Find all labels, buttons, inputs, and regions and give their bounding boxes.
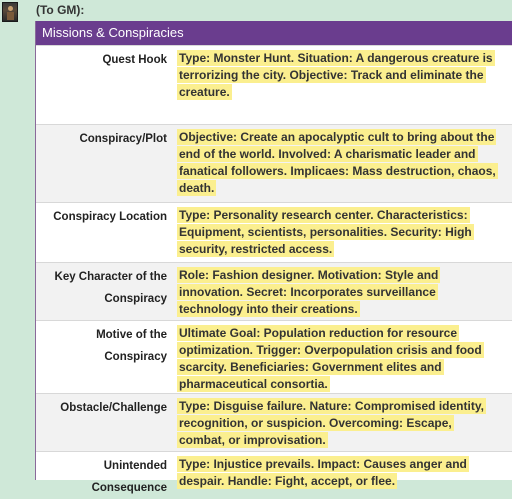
- row-label: Key Character of the Conspiracy: [54, 271, 167, 305]
- row-value: [167, 203, 512, 261]
- highlighted-text: Type: Injustice prevails. Impact: Causes anger and despair. Handle: Fight, accept, or flee.: [179, 457, 467, 488]
- row-value: [167, 46, 512, 104]
- highlighted-text: Type: Disguise failure. Nature: Compromised identity, recognition, or suspicion. Overcoming: Escape, combat, or improvisation.: [179, 399, 484, 447]
- highlighted-text: Type: Personality research center. Characteristics: Equipment, scientists, personalities. Security: High security, restricted access.: [179, 208, 472, 256]
- row-conspiracy-location: [36, 202, 512, 262]
- highlighted-text: Role: Fashion designer. Motivation: Style and innovation. Secret: Incorporates surveillance technology into their creations.: [179, 268, 439, 316]
- message-speaker: (To GM):: [36, 3, 85, 17]
- row-value: [167, 125, 512, 200]
- row-motive: [36, 320, 512, 393]
- row-unintended-consequence: [36, 451, 512, 492]
- row-conspiracy-plot: [36, 124, 512, 202]
- row-value: [167, 452, 512, 493]
- avatar[interactable]: [2, 2, 18, 22]
- row-obstacle-challenge: [36, 393, 512, 451]
- row-value: [167, 394, 512, 452]
- row-label: Obstacle/Challenge: [60, 402, 167, 414]
- highlighted-text: Type: Monster Hunt. Situation: A dangerous creature is terrorizing the city. Objective: Track and eliminate the creature.: [179, 51, 493, 99]
- row-label: Quest Hook: [102, 54, 167, 66]
- card-title: Missions & Conspiracies: [36, 21, 512, 45]
- row-value: [167, 321, 512, 396]
- row-label: Motive of the Conspiracy: [96, 329, 167, 363]
- highlighted-text: Ultimate Goal: Population reduction for resource optimization. Trigger: Overpopulation crisis and food scarcity. Beneficiaries: Government elites and pharmaceutical consortia.: [179, 326, 482, 391]
- row-quest-hook: [36, 45, 512, 124]
- row-key-character: [36, 262, 512, 320]
- missions-card: [35, 21, 512, 494]
- row-label: Unintended Consequence: [91, 460, 167, 494]
- row-label: Conspiracy/Plot: [79, 133, 167, 145]
- highlighted-text: Objective: Create an apocalyptic cult to bring about the end of the world. Involved: A charismatic leader and fanatical followers. Implicaes: Mass destruction, chaos, death.: [179, 130, 496, 195]
- row-label: Conspiracy Location: [53, 211, 167, 223]
- row-value: [167, 263, 512, 321]
